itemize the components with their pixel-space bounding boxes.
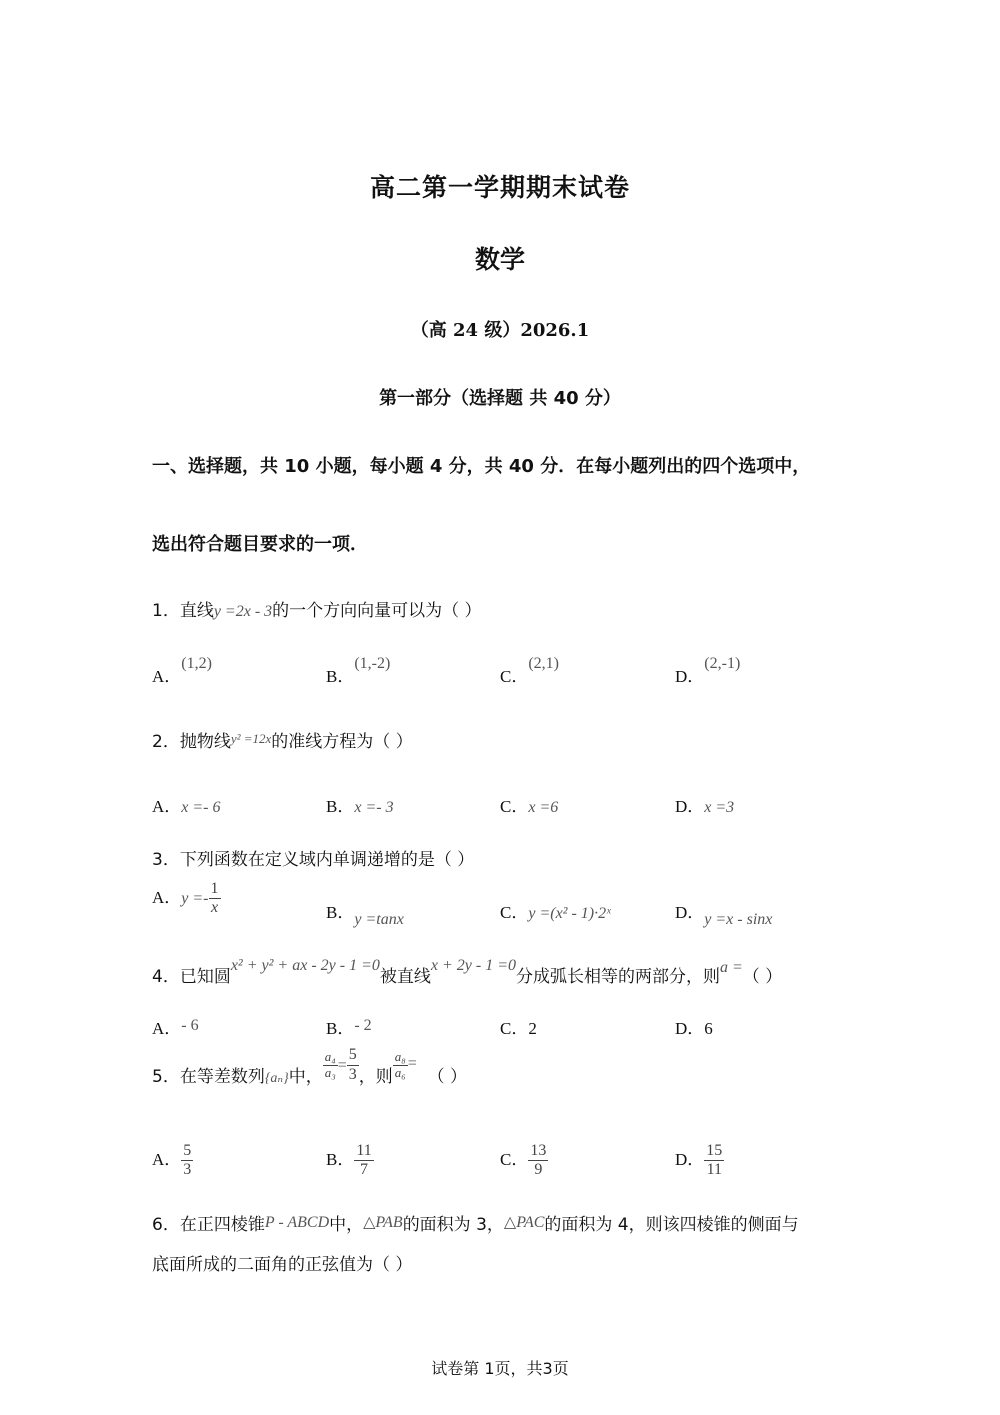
option-c [500, 792, 558, 817]
option-label: B． [326, 1019, 355, 1038]
q6-text-pre: 6．在正四棱锥 [152, 1215, 265, 1235]
q6-text-post: 的面积为 4，则该四棱锥的侧面与 [544, 1215, 799, 1235]
grade-date: （高 24 级）2026.1 [410, 320, 590, 341]
option-c [500, 1142, 548, 1180]
option-d [675, 655, 741, 687]
question-1-stem [152, 596, 482, 621]
option-d [675, 898, 773, 928]
option-c [500, 898, 611, 923]
q6-math-2: △PAB [363, 1214, 403, 1231]
fraction-numerator: 5 [181, 1142, 193, 1161]
option-label: B． [326, 1149, 355, 1169]
option-d [675, 792, 734, 817]
fraction-denominator: 7 [360, 1161, 369, 1179]
exam-subject: 数学 [474, 245, 525, 274]
q2-math: y² =12x [230, 731, 272, 746]
option-label: C． [500, 797, 529, 816]
option-c [500, 1014, 537, 1039]
option-label: C． [500, 1149, 529, 1169]
option-label: B． [326, 667, 355, 686]
q4-text-pre: 4．已知圆 [152, 967, 231, 987]
option-value: (1,2) [181, 655, 212, 672]
option-label: B． [326, 903, 355, 922]
fraction-denominator: 3 [348, 1065, 357, 1083]
q5-math: {aₙ} [264, 1071, 289, 1086]
q6-math: P - ABCD [264, 1214, 330, 1231]
option-value: (2,-1) [704, 655, 741, 672]
option-value: (1,-2) [354, 655, 391, 672]
option-b [326, 655, 391, 687]
question-2-stem [152, 727, 413, 752]
option-value: 2 [528, 1019, 537, 1038]
fraction-numerator: 13 [528, 1142, 548, 1161]
option-value: - 6 [181, 1017, 199, 1034]
option-value: x =6 [528, 799, 559, 816]
option-label: A． [152, 1149, 182, 1169]
option-fraction [354, 1142, 373, 1180]
option-label: D． [675, 667, 705, 686]
question-3-stem: 3．下列函数在定义域内单调递增的是（ ） [152, 850, 475, 870]
option-value: x =- 3 [354, 799, 394, 816]
option-label: D． [675, 903, 705, 922]
option-label: C． [500, 667, 529, 686]
q5-equals-1: = [337, 1057, 347, 1074]
option-b [326, 1014, 372, 1039]
option-a [152, 1014, 199, 1039]
fraction-denominator: a₃ [324, 1064, 336, 1080]
q5-fraction-3 [393, 1050, 408, 1081]
option-label: C． [500, 903, 529, 922]
option-value: x =- 6 [181, 799, 221, 816]
option-fraction [704, 1142, 724, 1180]
q4-text-post: 分成弧长相等的两部分，则 [516, 967, 720, 987]
q4-text-end: （ ） [742, 967, 783, 987]
q4-math-3: a = [720, 959, 743, 976]
option-value: y =(x² - 1)·2ˣ [528, 905, 611, 922]
q4-math-2: x + 2y - 1 =0 [430, 957, 516, 974]
option-value: (2,1) [528, 655, 559, 672]
option-label: C． [500, 1019, 529, 1038]
option-label: A． [152, 1019, 182, 1038]
option-fraction [209, 880, 221, 918]
option-label: B． [326, 797, 355, 816]
q5-equals-2: = [407, 1055, 417, 1072]
instructions-line-2: 选出符合题目要求的一项． [152, 534, 368, 555]
fraction-denominator: 9 [534, 1161, 543, 1179]
q4-text-mid: 被直线 [379, 967, 431, 987]
q5-text-mid-2: ，则 [358, 1067, 393, 1087]
option-label: D． [675, 1019, 705, 1038]
option-d [675, 1014, 713, 1039]
q4-math: x² + y² + ax - 2y - 1 =0 [230, 957, 380, 974]
option-fraction [181, 1142, 193, 1180]
option-a [152, 880, 221, 918]
option-label: D． [675, 1149, 705, 1169]
option-b [326, 792, 394, 817]
instructions-line-1: 一、选择题，共 10 小题，每小题 4 分，共 40 分．在每小题列出的四个选项中， [152, 456, 811, 477]
q1-math: y =2x - 3 [213, 603, 273, 620]
q2-text-pre: 2．抛物线 [152, 732, 231, 752]
option-b [326, 898, 404, 928]
option-a [152, 792, 221, 817]
q6-text-mid-2: 的面积为 3， [402, 1215, 504, 1235]
q5-fraction-2 [347, 1046, 359, 1084]
question-4-stem [152, 957, 783, 987]
q5-text-pre: 5．在等差数列 [152, 1067, 265, 1087]
question-5-stem [152, 1046, 468, 1102]
question-6-stem-line-2: 底面所成的二面角的正弦值为（ ） [152, 1255, 413, 1275]
option-value: x =3 [704, 799, 735, 816]
option-c [500, 655, 559, 687]
q5-text-mid: 中， [288, 1067, 323, 1087]
option-label: A． [152, 667, 182, 686]
fraction-numerator: 5 [347, 1046, 359, 1065]
fraction-denominator: x [210, 899, 219, 917]
fraction-denominator: 3 [183, 1161, 192, 1179]
option-a [152, 1142, 193, 1180]
fraction-denominator: 11 [706, 1161, 722, 1179]
fraction-numerator: a₄ [324, 1048, 336, 1064]
option-value: y =x - sinx [704, 911, 773, 928]
fraction-numerator: 15 [704, 1142, 724, 1161]
option-b [326, 1142, 374, 1180]
option-label: D． [675, 797, 705, 816]
option-value: y =- [181, 889, 209, 907]
q6-math-3: △PAC [503, 1214, 545, 1231]
page-footer: 试卷第 1页，共3页 [431, 1359, 569, 1378]
option-label: A． [152, 797, 182, 816]
option-value: - 2 [354, 1017, 372, 1034]
q1-text-pre: 1．直线 [152, 601, 214, 621]
q2-text-post: 的准线方程为（ ） [271, 732, 413, 752]
q6-text-mid: 中， [329, 1215, 364, 1235]
fraction-numerator: 11 [354, 1142, 373, 1161]
question-6-stem [152, 1210, 799, 1235]
part-heading: 第一部分（选择题 共 40 分） [379, 388, 621, 409]
option-value: y =tanx [354, 911, 404, 928]
option-d [675, 1142, 724, 1180]
q1-text-post: 的一个方向向量可以为（ ） [272, 601, 482, 621]
option-label: A． [152, 887, 182, 907]
q5-fraction-1 [323, 1050, 338, 1081]
fraction-numerator: 1 [209, 880, 221, 899]
exam-title: 高二第一学期期末试卷 [369, 173, 630, 202]
fraction-numerator: a₈ [394, 1048, 406, 1064]
fraction-denominator: a₆ [394, 1064, 406, 1080]
option-a [152, 655, 212, 687]
option-fraction [528, 1142, 548, 1180]
q5-text-end: （ ） [427, 1067, 468, 1087]
option-value: 6 [704, 1019, 713, 1038]
